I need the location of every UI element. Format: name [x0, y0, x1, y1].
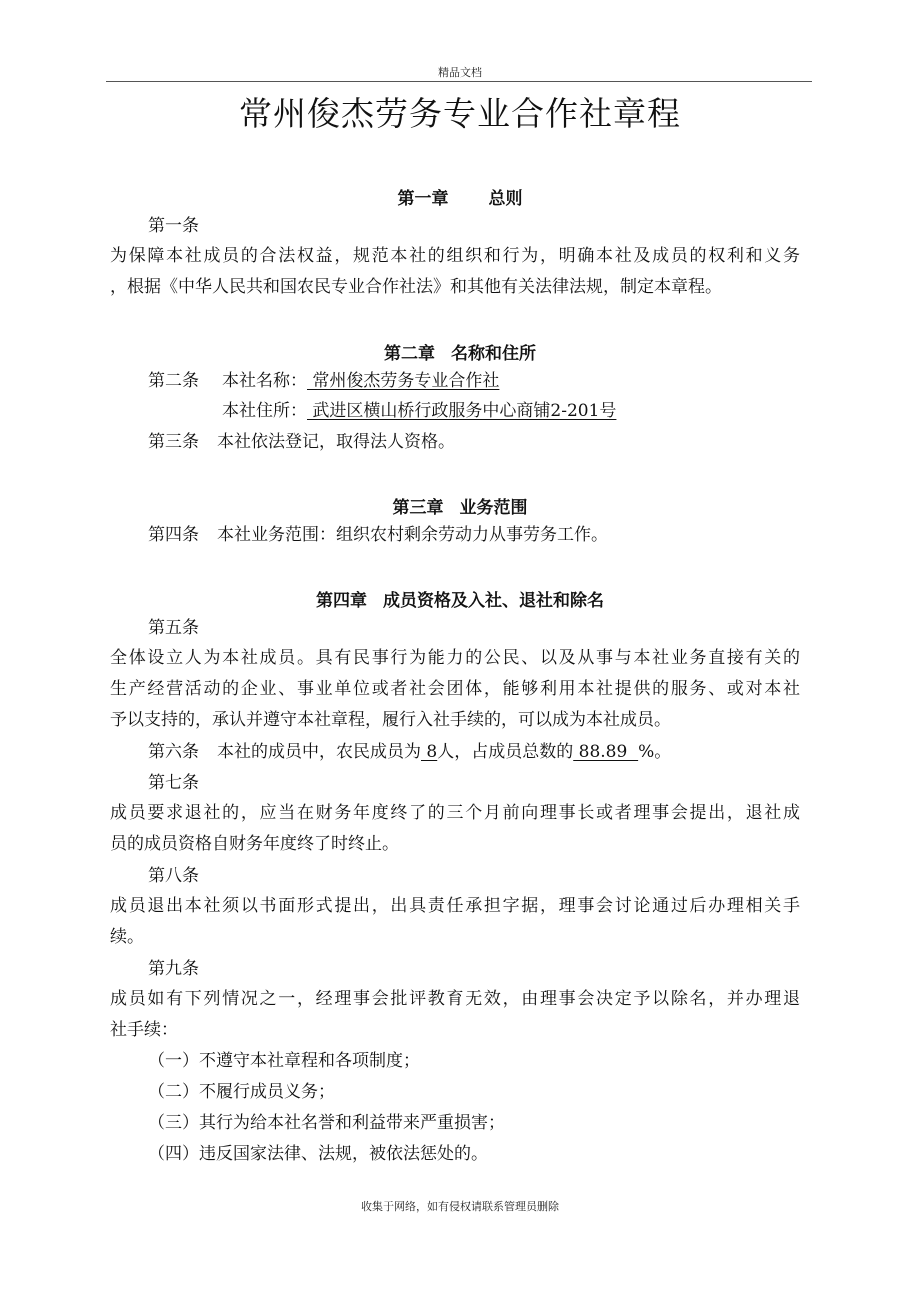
name-label: 本社名称： [222, 371, 307, 391]
article-5-line-2: 生产经营活动的企业、事业单位或者社会团体，能够利用本社提供的服务、或对本社 [110, 679, 800, 699]
article-4-label: 第四条 [148, 525, 199, 545]
article-7-text [110, 798, 800, 860]
chapter-4-heading [0, 586, 920, 611]
article-6 [148, 741, 671, 763]
chapter-number: 第三章 [392, 498, 444, 518]
article-6-text-a: 本社的成员中，农民成员为 [217, 742, 421, 762]
chapter-name: 业务范围 [459, 498, 528, 518]
article-7-label: 第七条 [148, 773, 199, 793]
article-7-line-2: 员的成员资格自财务年度终了时终止。 [110, 834, 399, 854]
chapter-number: 第一章 [397, 189, 449, 209]
chapter-name: 成员资格及入社、退社和除名 [383, 591, 604, 611]
article-8-label: 第八条 [148, 866, 199, 886]
document-title: 常州俊杰劳务专业合作社章程 [239, 94, 681, 133]
article-8-line-1: 成员退出本社须以书面形式提出，出具责任承担字据，理事会讨论通过后办理相关手 [110, 896, 800, 916]
article-1-text [110, 241, 800, 303]
article-3-label: 第三条 [148, 432, 199, 452]
chapter-name: 名称和住所 [451, 344, 536, 364]
farmer-member-count: 8 [421, 742, 438, 762]
chapter-1-heading [0, 184, 920, 209]
article-9-item: （四）违反国家法律、法规，被依法惩处的。 [148, 1144, 488, 1164]
article-9-item: （一）不遵守本社章程和各项制度； [148, 1051, 420, 1071]
article-5-line-3: 予以支持的，承认并遵守本社章程，履行入社手续的，可以成为本社成员。 [110, 710, 671, 730]
article-9-label: 第九条 [148, 959, 199, 979]
article-4-text: 本社业务范围：组织农村剩余劳动力从事劳务工作。 [217, 525, 608, 545]
address-value: 武进区横山桥行政服务中心商铺2-201号 [307, 401, 617, 421]
name-value: 常州俊杰劳务专业合作社 [307, 371, 500, 391]
article-8-line-2: 续。 [110, 927, 144, 947]
article-9-item: （二）不履行成员义务； [148, 1082, 335, 1102]
chapter-number: 第四章 [316, 591, 367, 611]
article-9-line-2: 社手续： [110, 1020, 178, 1040]
article-7-line-1: 成员要求退社的，应当在财务年度终了的三个月前向理事长或者理事会提出，退社成 [110, 803, 800, 823]
article-8-text [110, 891, 800, 953]
page-header: 精品文档 [438, 66, 482, 79]
header-rule [106, 81, 812, 82]
article-5-line-1: 全体设立人为本社成员。具有民事行为能力的公民、以及从事与本社业务直接有关的 [110, 648, 800, 668]
article-6-text-b: 人，占成员总数的 [437, 742, 574, 762]
chapter-name: 总则 [488, 189, 523, 209]
farmer-member-percent: 88.89 [573, 742, 639, 762]
article-5-text [110, 643, 800, 736]
article-1-line-1: 为保障本社成员的合法权益，规范本社的组织和行为，明确本社及成员的权利和义务 [110, 246, 800, 266]
page-footer: 收集于网络，如有侵权请联系管理员删除 [361, 1200, 559, 1213]
address-label: 本社住所： [222, 401, 307, 421]
chapter-number: 第二章 [384, 344, 435, 364]
article-3-text: 本社依法登记，取得法人资格。 [217, 432, 455, 452]
article-6-label: 第六条 [148, 742, 199, 762]
chapter-2-heading [0, 339, 920, 364]
article-4 [148, 524, 608, 546]
article-2-name-row [222, 370, 499, 392]
article-6-text-c: %。 [638, 742, 672, 762]
article-9-item: （三）其行为给本社名誉和利益带来严重损害； [148, 1113, 505, 1133]
article-2-address-row [222, 400, 616, 422]
article-2-label: 第二条 [148, 371, 199, 391]
article-1-line-2: ，根据《中华人民共和国农民专业合作社法》和其他有关法律法规，制定本章程。 [110, 277, 722, 297]
article-3 [148, 431, 455, 453]
article-9-line-1: 成员如有下列情况之一，经理事会批评教育无效，由理事会决定予以除名，并办理退 [110, 989, 800, 1009]
chapter-3-heading [0, 493, 920, 518]
article-5-label: 第五条 [148, 618, 199, 638]
article-9-text [110, 984, 800, 1046]
article-1-label: 第一条 [148, 216, 199, 236]
